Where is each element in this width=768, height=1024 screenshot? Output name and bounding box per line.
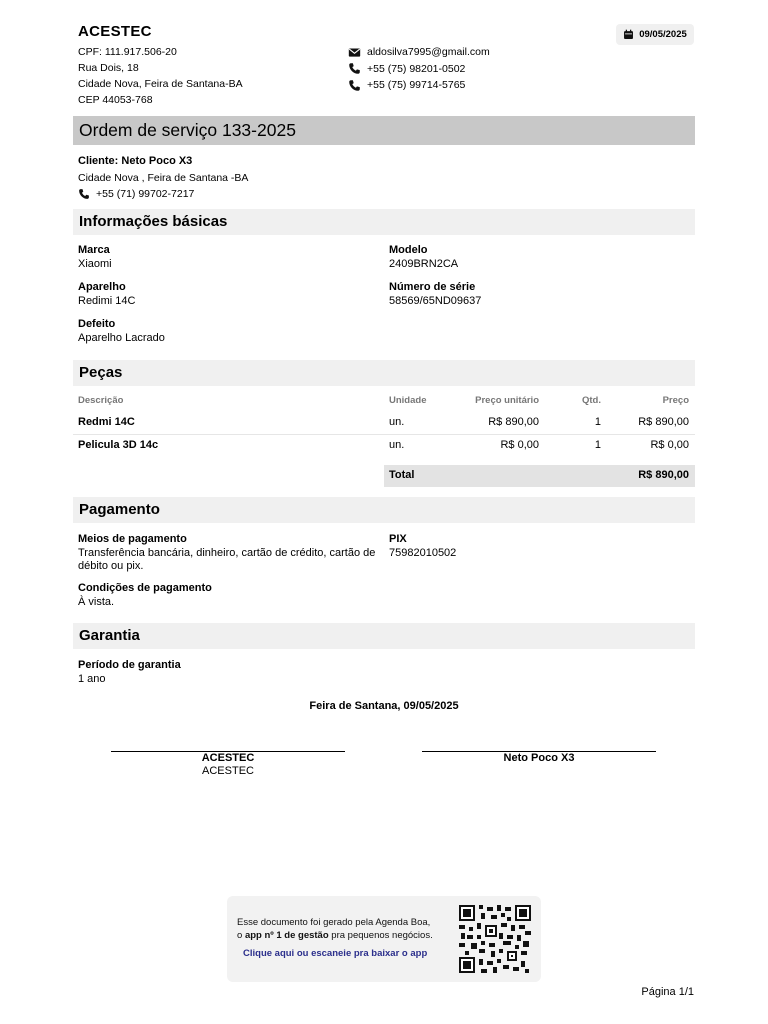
field-value: 1 ano [78, 672, 106, 685]
field-label: Aparelho [78, 281, 126, 293]
field-label: Número de série [389, 281, 476, 293]
section-basic-info [73, 209, 695, 235]
col-price: Preço [662, 395, 689, 406]
section-heading: Informações básicas [79, 213, 228, 230]
company-phone-1: +55 (75) 98201-0502 [367, 62, 466, 75]
cell-unit-price: R$ 890,00 [488, 416, 539, 428]
total-label: Total [389, 469, 415, 481]
calendar-icon [623, 29, 634, 40]
client-phone-row [78, 186, 248, 203]
phone-row-2 [348, 77, 490, 94]
field-value: 2409BRN2CA [389, 257, 459, 270]
date-badge [616, 24, 694, 45]
app-promo-card[interactable] [227, 896, 541, 982]
client-name: Cliente: Neto Poco X3 [78, 155, 193, 167]
company-city: Cidade Nova, Feira de Santana-BA [78, 78, 243, 90]
promo-line-1: Esse documento foi gerado pela Agenda Boa, [237, 917, 431, 928]
field-label: Defeito [78, 318, 116, 330]
field-warranty-period [78, 659, 181, 686]
company-contacts [348, 44, 490, 94]
field-label: Condições de pagamento [78, 582, 212, 594]
company-phone-2: +55 (75) 99714-5765 [367, 79, 466, 92]
field-payment-methods [78, 533, 383, 574]
company-name: ACESTEC [78, 23, 152, 40]
signature-name: ACESTEC [201, 752, 255, 764]
section-payment [73, 497, 695, 523]
section-parts [73, 360, 695, 386]
field-defect [78, 318, 165, 345]
document-date: 09/05/2025 [639, 29, 687, 40]
cell-unit: un. [389, 416, 405, 428]
city-date: Feira de Santana, 09/05/2025 [309, 700, 459, 712]
cell-price: R$ 890,00 [638, 416, 689, 428]
field-label: PIX [389, 533, 407, 545]
company-cpf: CPF: 111.917.506-20 [78, 46, 177, 58]
field-brand [78, 244, 112, 271]
envelope-icon [348, 46, 361, 59]
col-qty: Qtd. [582, 395, 601, 406]
section-heading: Pagamento [79, 501, 160, 518]
cell-unit-price: R$ 0,00 [500, 439, 539, 451]
cell-unit: un. [389, 439, 405, 451]
total-bar [384, 465, 695, 487]
field-value: Aparelho Lacrado [78, 331, 165, 344]
field-model [389, 244, 458, 271]
col-description: Descrição [78, 395, 124, 406]
field-label: Meios de pagamento [78, 533, 187, 545]
phone-icon [78, 188, 90, 200]
section-warranty [73, 623, 695, 649]
cell-description: Redmi 14C [78, 416, 135, 428]
email-row [348, 44, 490, 61]
client-phone: +55 (71) 99702-7217 [96, 188, 195, 200]
field-value: À vista. [78, 595, 115, 608]
field-serial [389, 281, 481, 308]
company-info [78, 44, 243, 108]
total-value: R$ 890,00 [638, 469, 689, 481]
field-value: Xiaomi [78, 257, 112, 270]
cell-qty: 1 [594, 439, 601, 451]
download-app-link[interactable]: Clique aqui ou escaneie pra baixar o app [243, 948, 428, 959]
company-cep: CEP 44053-768 [78, 94, 153, 106]
table-row [73, 412, 695, 435]
title-bar [73, 116, 695, 145]
company-email: aldosilva7995@gmail.com [367, 46, 490, 59]
page-number: Página 1/1 [641, 986, 694, 998]
signature-left [111, 752, 345, 778]
client-address: Cidade Nova , Feira de Santana -BA [78, 171, 249, 184]
field-value: 58569/65ND09637 [389, 294, 482, 307]
qr-code-icon[interactable] [459, 905, 531, 973]
field-label: Modelo [389, 244, 428, 256]
field-value: Redimi 14C [78, 294, 136, 307]
field-device [78, 281, 135, 308]
client-info [78, 153, 248, 203]
signature-name: Neto Poco X3 [503, 752, 575, 764]
col-unit: Unidade [389, 395, 427, 406]
col-unit-price: Preço unitário [475, 395, 539, 406]
signature-right [422, 752, 656, 765]
table-header [73, 392, 695, 412]
promo-line-2: o app nº 1 de gestão pra pequenos negócios. [237, 930, 433, 941]
phone-icon [348, 79, 361, 92]
signature-subtitle: ACESTEC [202, 765, 254, 777]
page-title: Ordem de serviço 133-2025 [79, 120, 296, 140]
field-label: Marca [78, 244, 110, 256]
table-row [73, 435, 695, 458]
phone-icon [348, 62, 361, 75]
field-payment-conditions [78, 582, 212, 609]
field-label: Período de garantia [78, 659, 181, 671]
cell-qty: 1 [594, 416, 601, 428]
promo-text [237, 916, 457, 942]
field-value: 75982010502 [389, 546, 457, 559]
parts-table [73, 392, 695, 458]
phone-row-1 [348, 61, 490, 78]
section-heading: Garantia [79, 627, 140, 644]
company-street: Rua Dois, 18 [78, 62, 139, 74]
cell-description: Pelicula 3D 14c [78, 439, 159, 451]
section-heading: Peças [79, 364, 123, 381]
field-value: Transferência bancária, dinheiro, cartão de crédito, cartão de débito ou pix. [78, 546, 376, 572]
field-pix [389, 533, 456, 560]
cell-price: R$ 0,00 [650, 439, 689, 451]
